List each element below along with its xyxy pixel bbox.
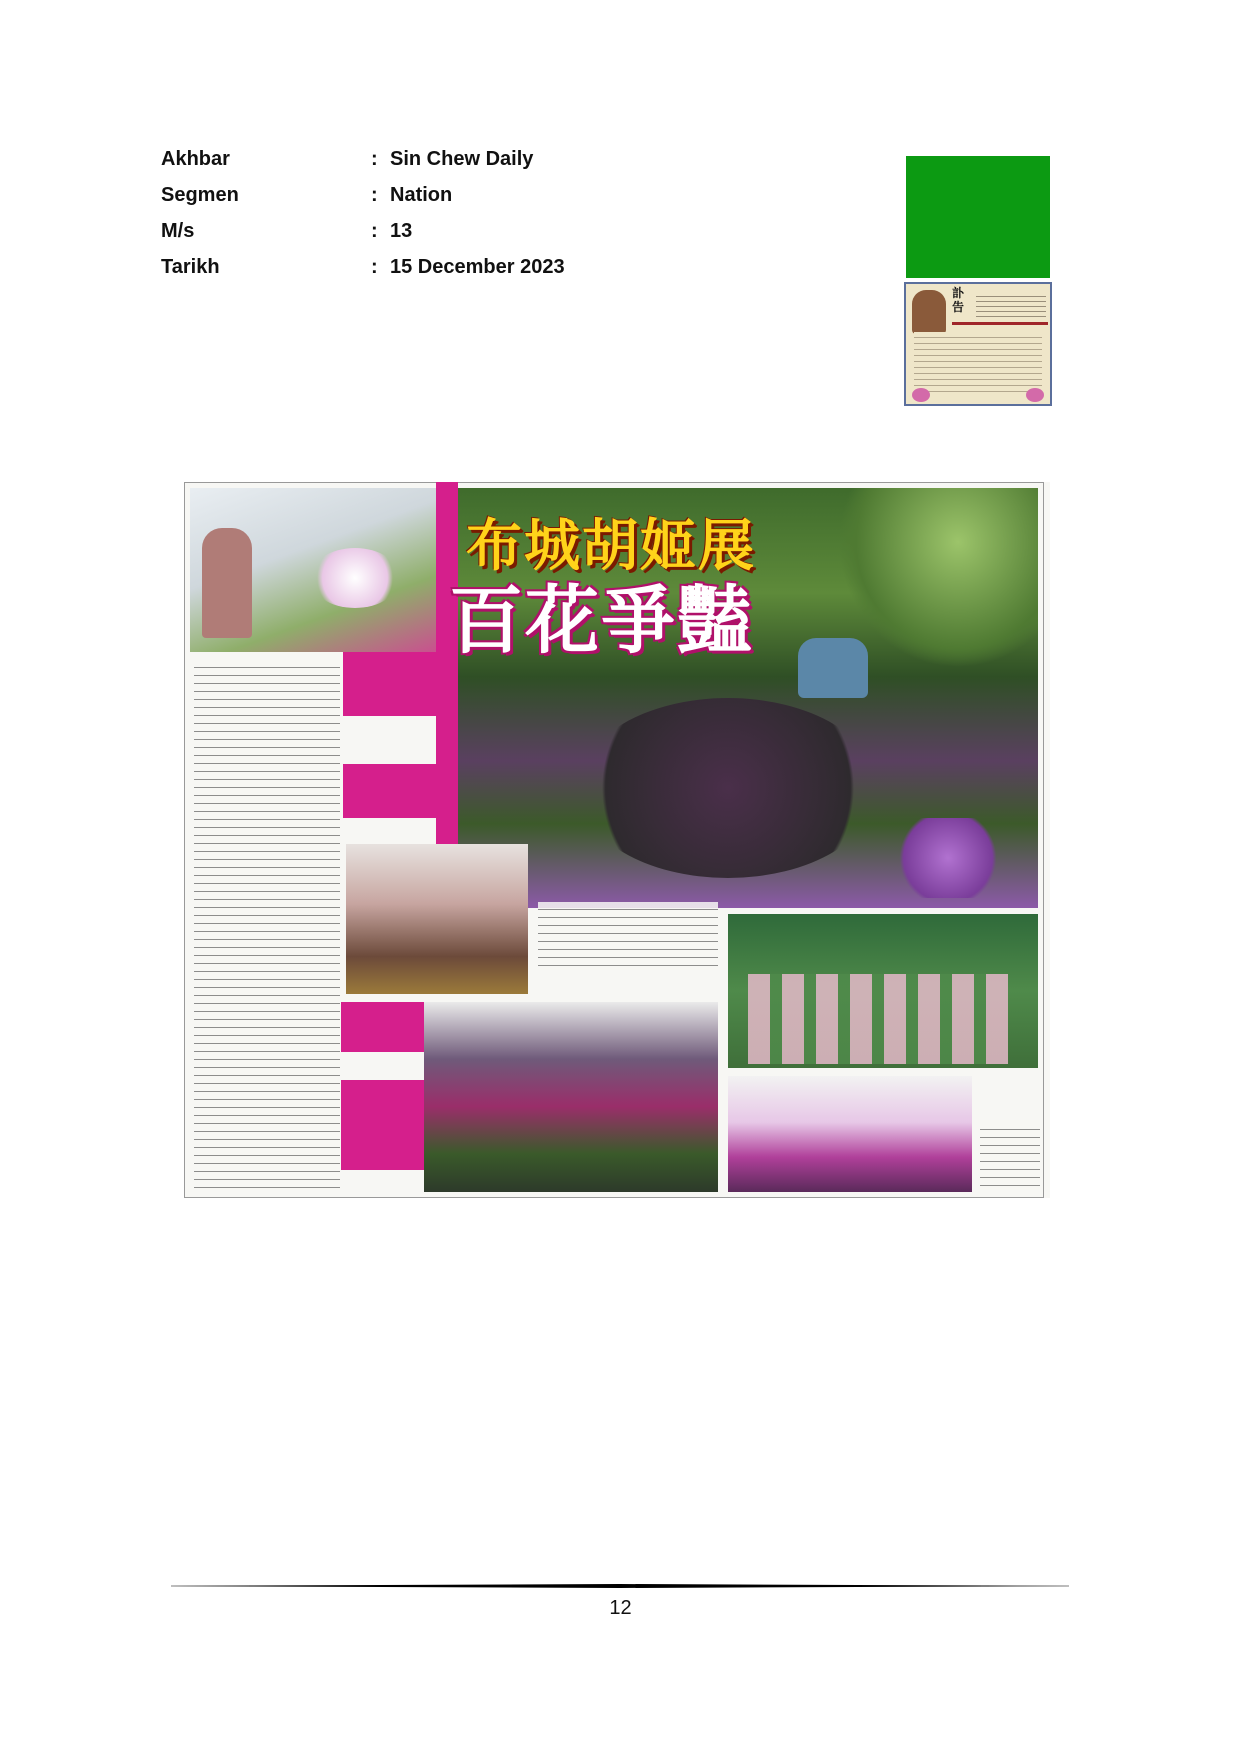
photo-orchid-tunnel bbox=[424, 1002, 718, 1192]
metadata-colon: : bbox=[371, 184, 378, 206]
orchid-bloom-shape bbox=[310, 548, 400, 608]
purple-shrub bbox=[578, 698, 878, 878]
caption-box-1 bbox=[343, 652, 436, 716]
caption-box-2 bbox=[343, 764, 436, 818]
metadata-value: Sin Chew Daily bbox=[390, 148, 534, 170]
photo-woman-taking-picture bbox=[190, 488, 436, 652]
metadata-value: Nation bbox=[390, 184, 453, 206]
figure-shape bbox=[202, 528, 252, 638]
metadata-label: Akhbar bbox=[161, 148, 230, 170]
obituary-red-rule bbox=[952, 322, 1048, 325]
footer-rule bbox=[171, 1584, 1069, 1588]
metadata-value: 15 December 2023 bbox=[390, 256, 565, 278]
obituary-text-lines bbox=[976, 292, 1046, 320]
man-on-bench-shape bbox=[798, 638, 868, 698]
metadata-label: Tarikh bbox=[161, 256, 220, 278]
article-body-text bbox=[194, 660, 340, 1192]
metadata-colon: : bbox=[371, 220, 378, 242]
caption-box-4 bbox=[341, 1080, 434, 1170]
caption-text-orchid-display bbox=[980, 1122, 1040, 1190]
photo-naming-ceremony bbox=[728, 914, 1038, 1068]
thumbnail-highlight-box bbox=[906, 156, 1050, 278]
palm-foliage bbox=[838, 488, 1038, 668]
photo-officials-touring bbox=[346, 844, 528, 994]
obituary-title: 訃告 bbox=[952, 286, 965, 314]
portrait-image bbox=[912, 290, 946, 334]
flower-decoration bbox=[1026, 388, 1044, 402]
obituary-text-grid bbox=[914, 332, 1042, 392]
page-thumbnail bbox=[904, 156, 1052, 406]
people-group-shape bbox=[748, 974, 1008, 1064]
flower-decoration bbox=[912, 388, 930, 402]
orchid-cluster-shape bbox=[878, 818, 1018, 898]
metadata-label: Segmen bbox=[161, 184, 239, 206]
headline-top: 布城胡姬展 bbox=[466, 513, 756, 579]
metadata-colon: : bbox=[371, 256, 378, 278]
obituary-ad-thumbnail bbox=[904, 282, 1052, 406]
metadata-colon: : bbox=[371, 148, 378, 170]
newspaper-clipping bbox=[184, 482, 1050, 1198]
page-number: 12 bbox=[609, 1597, 632, 1619]
caption-box-3 bbox=[341, 1002, 434, 1052]
caption-text-photo-officials bbox=[538, 902, 718, 972]
headline-bottom: 百花爭豔 bbox=[449, 578, 753, 664]
metadata-value: 13 bbox=[390, 220, 413, 242]
metadata-label: M/s bbox=[161, 220, 195, 242]
pink-accent-bar bbox=[436, 482, 458, 882]
photo-orchid-display bbox=[728, 1076, 972, 1192]
